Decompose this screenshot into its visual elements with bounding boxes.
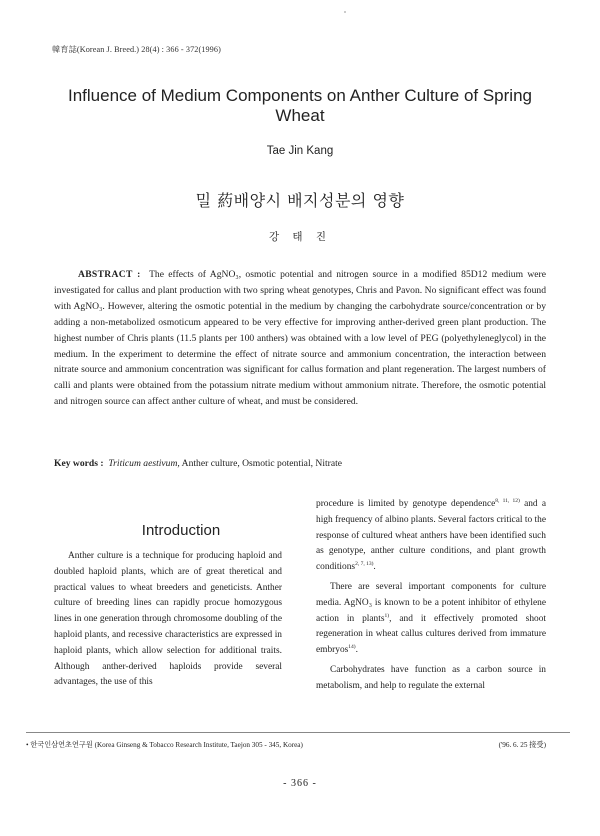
keywords-text: Anther culture, Osmotic potential, Nitrate <box>181 458 343 469</box>
abstract-text: The effects of AgNO₃, osmotic potential and nitrogen source in a modified 85D12 medium were investigated for callus and plant production with two spring wheat genotypes, Chris and Pavon. No significant effect was found with AgNO₃. However, altering the osmotic potential in the medium by changing the carbohydrate source/concentration or by adding a non-metabolized osmoticum appeared to be very effective for improving anther-derived green plant production. The highest number of Chris plants (11.5 plants per 100 anthers) was obtained with a low level of PEG (polyethyleneglycol) in the medium. In the experiment to determine the effect of nitrate source and ammonium concentration, the interaction between nitrate source and ammonium concentration was significant for callus formation and plant regeneration. The largest numbers of calli and plants were obtained from the potassium nitrate medium without ammonium nitrate. Therefore, the osmotic potential and nitrogen source can affect anther culture of wheat, and must be considered. <box>54 269 546 408</box>
abstract-label: ABSTRACT : <box>78 269 141 280</box>
text-run: procedure is limited by genotype dependence <box>316 499 496 509</box>
scan-dot <box>344 11 346 13</box>
text-run: . <box>355 645 358 656</box>
received-date: ('96. 6. 25 接受) <box>498 741 546 749</box>
citation-ref: 8, 11, 12) <box>495 497 520 504</box>
intro-paragraph-continued <box>316 497 546 576</box>
paper-title-english: Influence of Medium Components on Anther Culture of Spring Wheat <box>68 86 532 125</box>
paper-title-korean: 밀 葯배양시 배지성분의 영향 <box>195 191 405 210</box>
intro-paragraph-1: Anther culture is a technique for producing haploid and doubled haploid plants, which are of great theretical and practical values to wheat breeders and geneticists. Anther culture of breeding lines can rapidly procue homozygous lines in one generation through chromosome doubling of the haploid plants, and recessive characteristics are expressed in haploid plants, which allow selection for additional traits. Although anther-derived haploids provide several advantages, the use of this <box>54 551 282 688</box>
author-korean: 강 태 진 <box>268 231 332 243</box>
citation-ref: 1) <box>384 612 390 619</box>
text-run: There are several important components for culture media. AgNO₃ is known to be a potent inhibitor of ethylene action in plants <box>316 581 546 624</box>
citation-ref: 2, 7, 13) <box>355 561 374 568</box>
affiliation-footnote: • 한국인삼연초연구원 (Korea Ginseng & Tobacco Research Institute, Taejon 305 - 345, Korea) <box>26 741 303 749</box>
body-column-left <box>54 549 282 691</box>
text-run: . <box>373 562 376 573</box>
intro-paragraph-3: Carbohydrates have function as a carbon source in metabolism, and help to regulate the external <box>316 664 546 691</box>
page-number: - 366 - <box>283 778 317 789</box>
text-run: , and it effectively promoted shoot regeneration in wheat callus cultures derived from immature embryos <box>316 613 546 656</box>
author-english: Tae Jin Kang <box>266 145 334 157</box>
journal-header: 韓育誌(Korean J. Breed.) 28(4) : 366 - 372(1996) <box>52 45 221 54</box>
text-run: and a high frequency of albino plants. Several factors critical to the response of cultured wheat anthers have been identified such as genotype, anther culture conditions, and plant growth conditions <box>316 499 546 573</box>
section-heading-introduction: Introduction <box>141 522 221 539</box>
citation-ref: 14) <box>348 644 356 651</box>
keywords <box>54 458 546 469</box>
keywords-species: Triticum aestivum, <box>108 458 180 469</box>
intro-paragraph-2 <box>316 580 546 659</box>
abstract <box>54 267 546 410</box>
body-column-right <box>316 497 546 695</box>
footnote-divider <box>26 732 570 733</box>
keywords-label: Key words : <box>54 458 104 469</box>
